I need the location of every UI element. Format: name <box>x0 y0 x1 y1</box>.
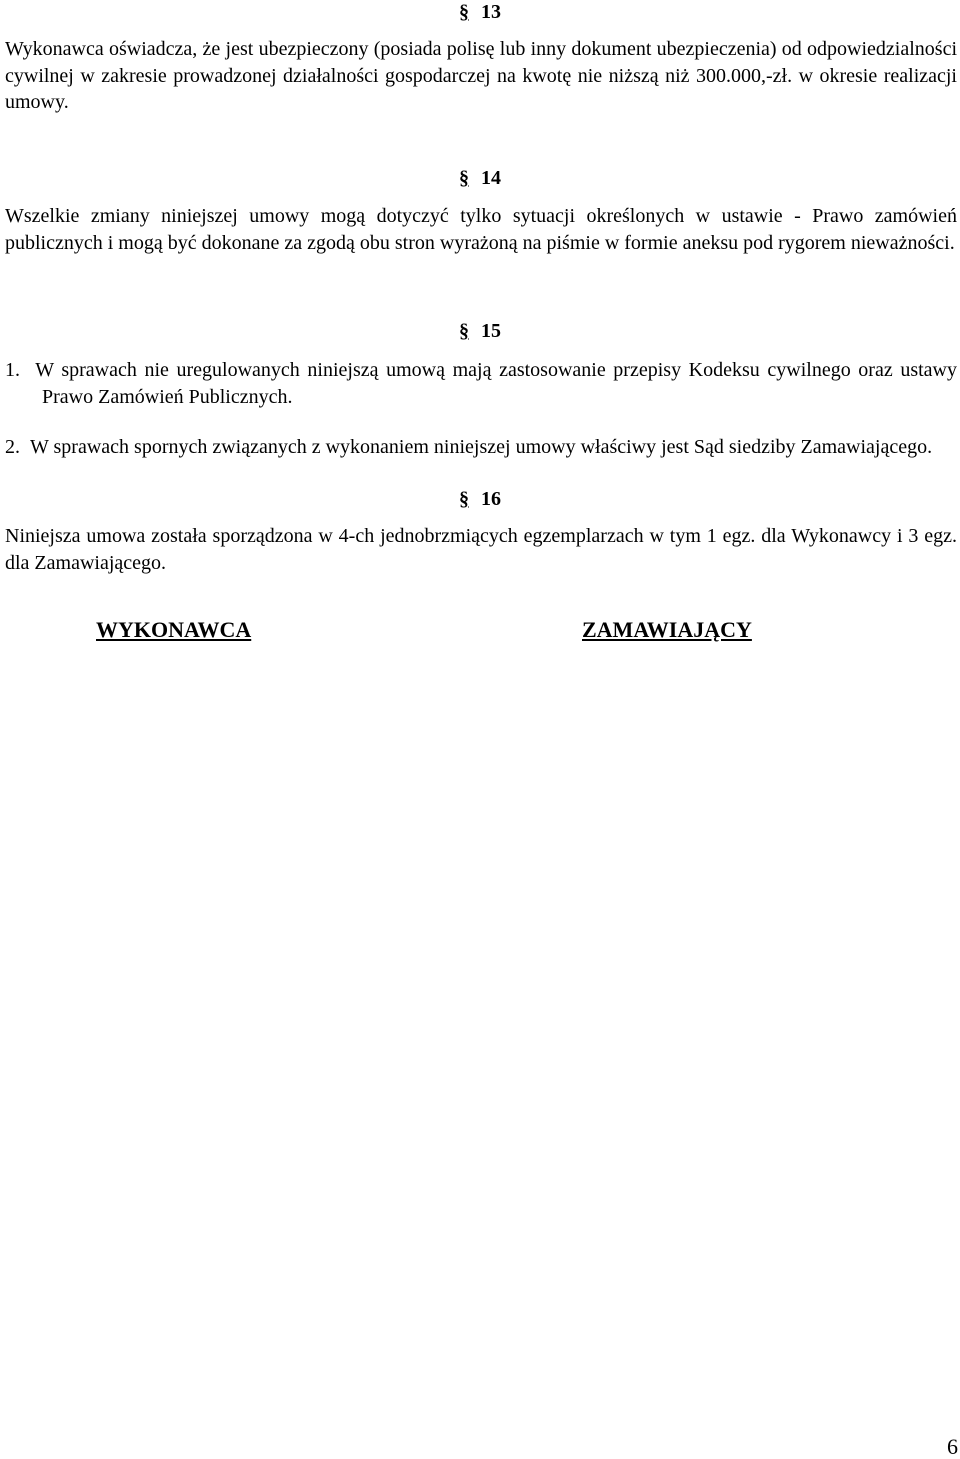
section-14-text: Wszelkie zmiany niniejszej umowy mogą dotyczyć tylko sytuacji określonych w ustawie - Prawo zamówień publicznych i mogą być dokonane za zgodą obu stron wyrażoną na piśmie w formie aneksu pod rygorem nieważności. <box>5 205 957 254</box>
section-symbol: § <box>459 488 469 510</box>
item-text: W sprawach spornych związanych z wykonaniem niniejszej umowy właściwy jest Sąd siedziby Zamawiającego. <box>30 436 933 458</box>
section-15-heading <box>0 319 960 343</box>
item-text: W sprawach nie uregulowanych niniejszą umową mają zastosowanie przepisy Kodeksu cywilnego oraz ustawy Prawo Zamówień Publicznych. <box>35 359 957 408</box>
section-13-heading <box>0 0 960 24</box>
section-number: 16 <box>481 488 501 510</box>
item-number: 2. <box>5 436 20 458</box>
item-number: 1. <box>5 359 20 381</box>
section-symbol: § <box>459 320 469 342</box>
section-number: 14 <box>481 167 501 189</box>
section-16-heading <box>0 487 960 511</box>
contractor-signature-label: WYKONAWCA <box>96 617 252 642</box>
section-16-text: Niniejsza umowa została sporządzona w 4-ch jednobrzmiących egzemplarzach w tym 1 egz. dla Wykonawcy i 3 egz. dla Zamawiającego. <box>5 525 957 574</box>
section-15-item-2 <box>5 434 957 461</box>
ordering-party-signature-label: ZAMAWIAJĄCY <box>582 617 752 642</box>
section-symbol: § <box>459 167 469 189</box>
section-symbol: § <box>459 1 469 23</box>
section-14-heading <box>0 166 960 190</box>
section-number: 13 <box>481 1 501 23</box>
section-number: 15 <box>481 320 501 342</box>
page-number: 6 <box>947 1434 958 1459</box>
section-13-text: Wykonawca oświadcza, że jest ubezpieczony (posiada polisę lub inny dokument ubezpieczenia) od odpowiedzialności cywilnej w zakresie prowadzonej działalności gospodarczej na kwotę nie niższą niż 300.000,-zł. w okresie realizacji umowy. <box>5 38 957 113</box>
section-15-item-1 <box>5 357 957 410</box>
